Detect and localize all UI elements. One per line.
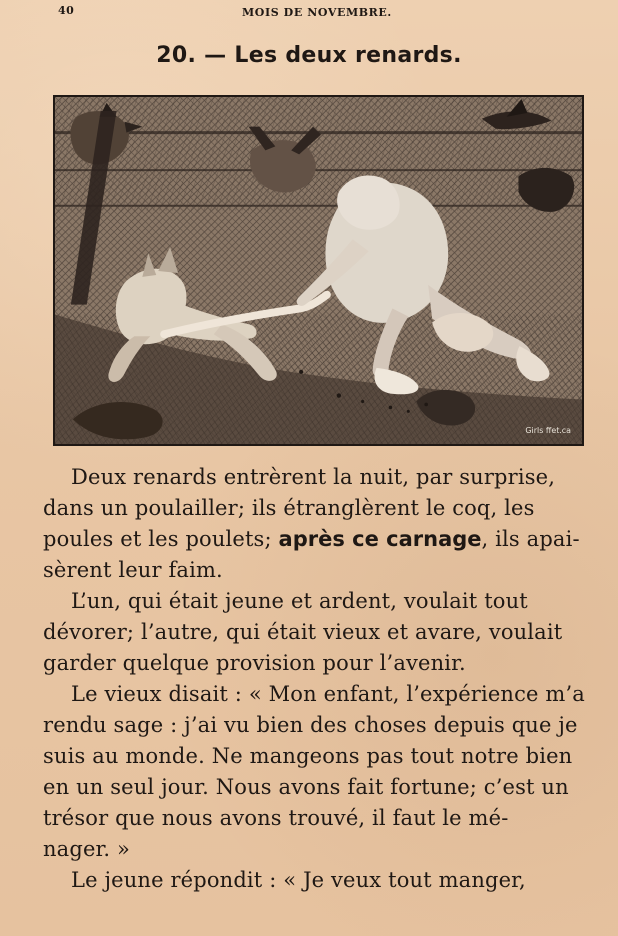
paragraph-2-line-1: L’un, qui était jeune et ardent, voulait tout xyxy=(71,589,528,613)
paragraph-3-line-4: en un seul jour. Nous avons fait fortune; c’est un xyxy=(43,775,569,799)
chapter-title xyxy=(0,43,618,68)
paragraph-1-line-1: Deux renards entrèrent la nuit, par surprise, xyxy=(71,465,556,489)
paragraph-4-line-1: Le jeune répondit : « Je veux tout manger, xyxy=(71,868,526,892)
page-number: 40 xyxy=(58,4,75,17)
paragraph-3-line-1: Le vieux disait : « Mon enfant, l’expérience m’a xyxy=(71,682,585,706)
engraving-svg xyxy=(55,97,582,444)
paragraph-1-line-3-start: poules et les poulets; xyxy=(43,527,279,551)
title-text: Les deux renards. xyxy=(234,43,462,68)
paragraph-2-line-3: garder quelque provision pour l’avenir. xyxy=(43,651,466,675)
running-head: MOIS DE NOVEMBRE. xyxy=(242,6,392,19)
paragraph-2-line-2: dévorer; l’autre, qui était vieux et avare, voulait xyxy=(43,620,563,644)
engraving-illustration xyxy=(53,95,584,446)
paragraph-1-line-4: sèrent leur faim. xyxy=(43,558,223,582)
paragraph-1-bold-phrase: après ce carnage xyxy=(278,527,482,551)
paragraph-3-line-3: suis au monde. Ne mangeons pas tout notre bien xyxy=(43,744,573,768)
paragraph-1-line-2: dans un poulailler; ils étranglèrent le coq, les xyxy=(43,496,535,520)
story-text xyxy=(43,462,585,896)
title-dash: — xyxy=(204,43,227,68)
paragraph-3-line-2: rendu sage : j’ai vu bien des choses depuis que je xyxy=(43,713,578,737)
paragraph-1-line-3-end: , ils apai- xyxy=(481,527,580,551)
paragraph-3-line-6: nager. » xyxy=(43,837,131,861)
title-number: 20. xyxy=(156,43,197,68)
illustration-signature: Girls ffet.ca xyxy=(525,426,572,436)
paragraph-3-line-5: trésor que nous avons trouvé, il faut le mé- xyxy=(43,806,509,830)
paragraph-1-line-3 xyxy=(43,524,579,555)
